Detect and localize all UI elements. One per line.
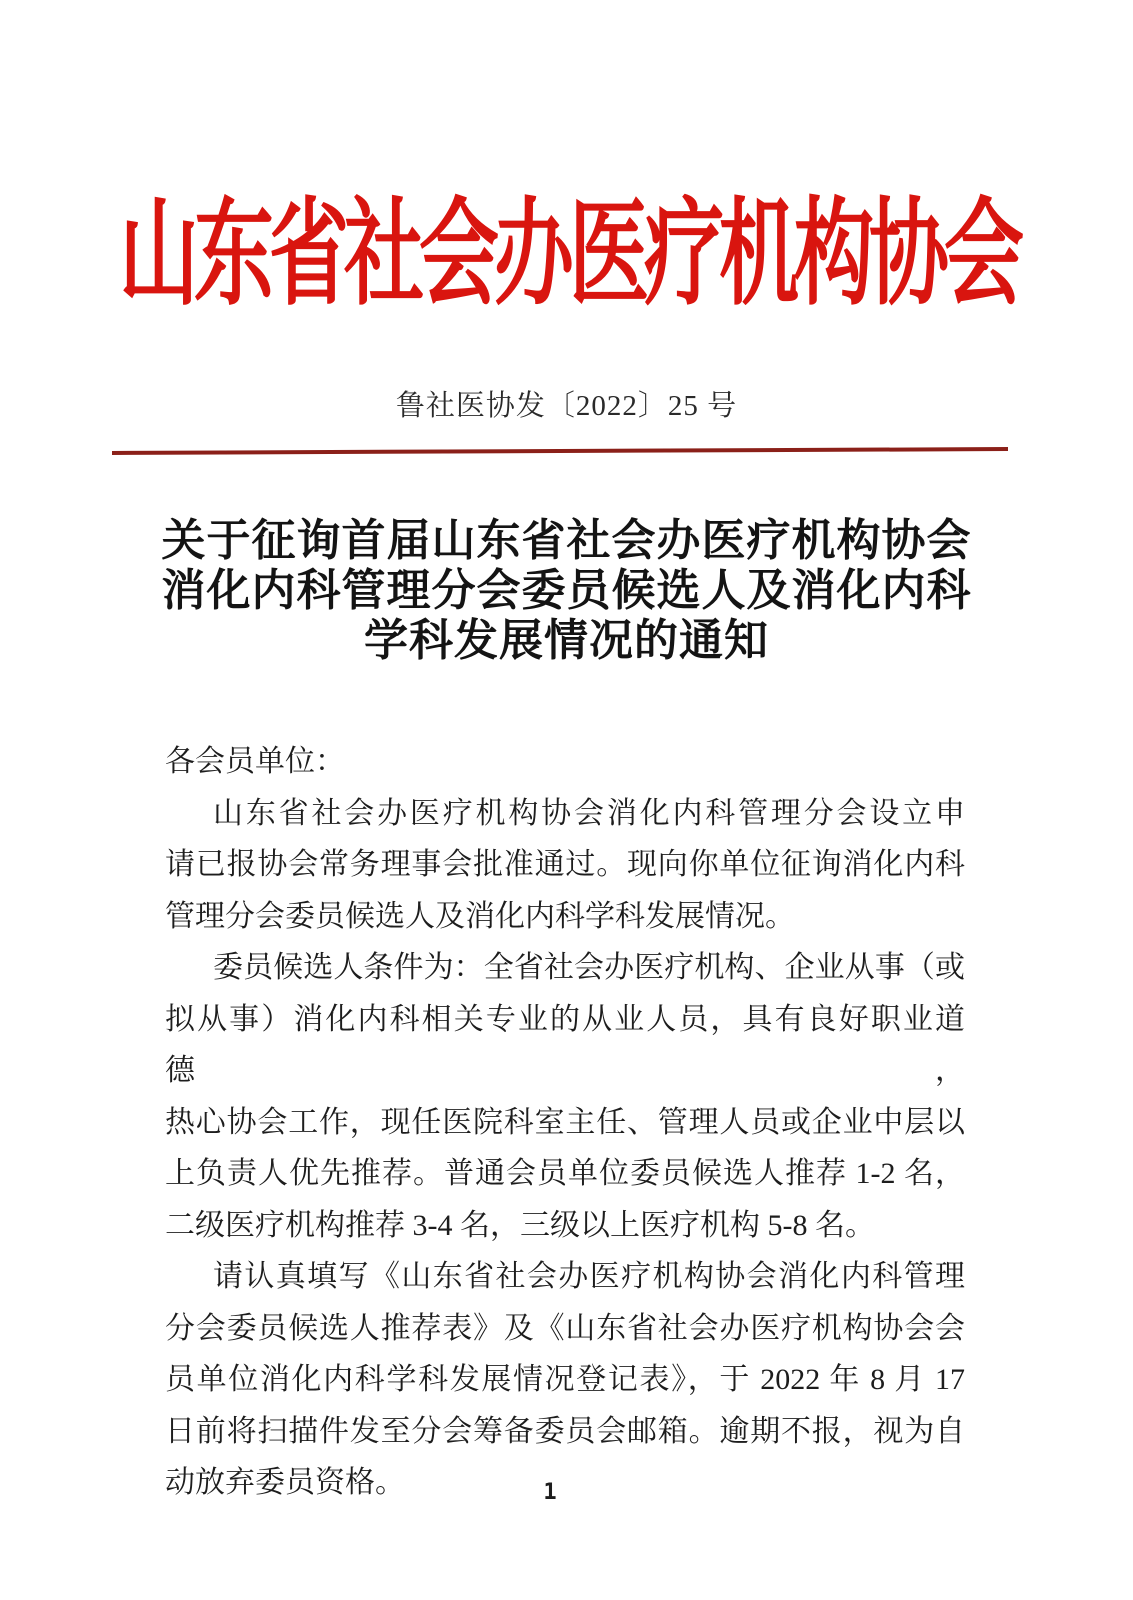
organization-masthead: 山东省社会办医疗机构协会 [119, 192, 1019, 320]
notice-title-line-1: 关于征询首届山东省社会办医疗机构协会 [161, 516, 972, 565]
body-line: 山东省社会办医疗机构协会消化内科管理分会设立申 [213, 796, 965, 830]
body-line: 管理分会委员候选人及消化内科学科发展情况。 [165, 899, 795, 933]
body-line: 委员候选人条件为：全省社会办医疗机构、企业从事（或 [213, 951, 965, 984]
body-line: 请认真填写《山东省社会办医疗机构协会消化内科管理 [213, 1260, 965, 1293]
body-line: 分会委员候选人推荐表》及《山东省社会办医疗机构协会会 [165, 1311, 965, 1345]
body-line: 请已报协会常务理事会批准通过。现向你单位征询消化内科 [165, 848, 965, 881]
document-reference-number: 鲁社医协发〔2022〕25 号 [395, 390, 738, 422]
body-line: 热心协会工作，现任医院科室主任、管理人员或企业中层以 [165, 1105, 965, 1139]
page-number: 1 [543, 1480, 557, 1505]
body-line: 员单位消化内科学科发展情况登记表》，于 2022 年 8 月 17 [165, 1363, 965, 1396]
body-line: 日前将扫描件发至分会筹备委员会邮箱。逾期不报，视为自 [165, 1414, 965, 1448]
notice-title-line-2: 消化内科管理分会委员候选人及消化内科 [161, 566, 972, 615]
notice-body [165, 736, 965, 1509]
body-line: 拟从事）消化内科相关专业的从业人员，具有良好职业道德， [165, 1002, 965, 1087]
notice-title-line-3: 学科发展情况的通知 [364, 616, 769, 665]
salutation: 各会员单位： [165, 745, 345, 778]
notice-title [0, 516, 1133, 666]
body-line: 二级医疗机构推荐 3-4 名，三级以上医疗机构 5-8 名。 [165, 1208, 875, 1242]
body-line: 上负责人优先推荐。普通会员单位委员候选人推荐 1-2 名， [165, 1157, 965, 1190]
red-divider-rule [112, 447, 1008, 455]
body-line: 动放弃委员资格。 [165, 1466, 405, 1499]
